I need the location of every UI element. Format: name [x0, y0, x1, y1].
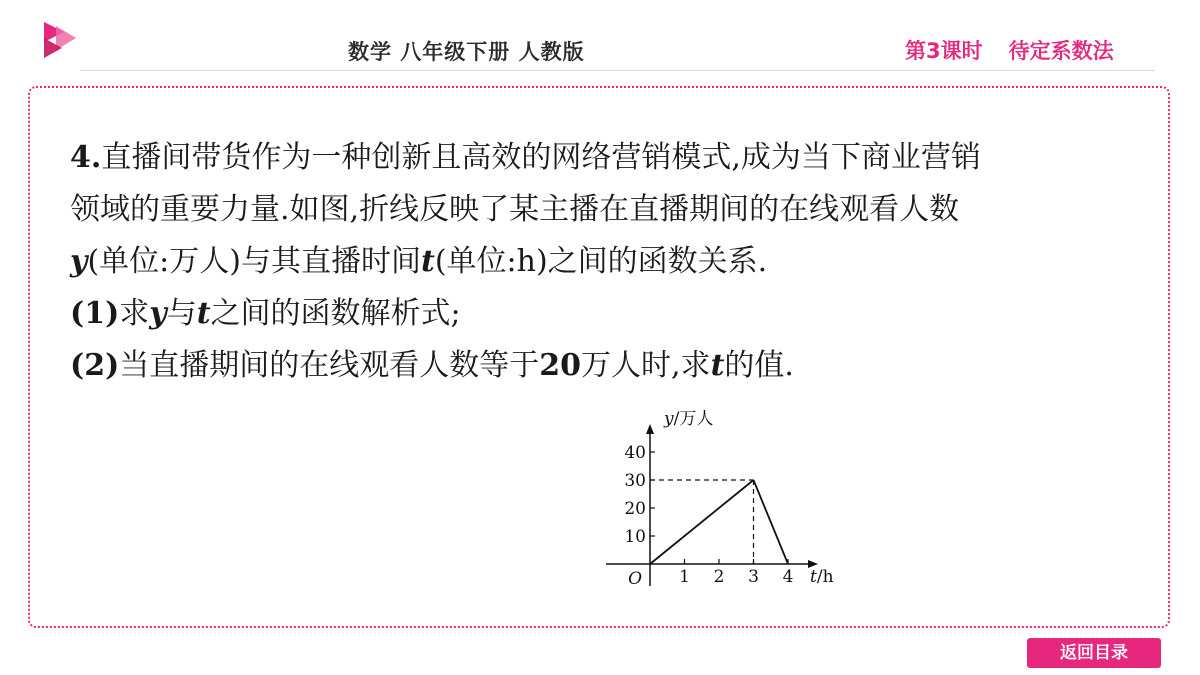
origin-label: O — [628, 569, 642, 589]
problem-text — [70, 132, 1150, 392]
x-tick-label: 1 — [679, 567, 690, 587]
y-axis-label: y/万人 — [664, 409, 714, 429]
problem-line-3: y(单位:万人)与其直播时间t(单位:h)之间的函数关系. — [70, 244, 768, 279]
question-1: (1)求y与t之间的函数解析式; — [70, 296, 461, 331]
question-2: (2)当直播期间的在线观看人数等于20万人时,求t的值. — [70, 348, 794, 383]
problem-line-1: 4.直播间带货作为一种创新且高效的网络营销模式,成为当下商业营销 — [70, 140, 981, 175]
line-segment — [650, 480, 754, 564]
problem-line-2: 领域的重要力量.如图,折线反映了某主播在直播期间的在线观看人数 — [70, 192, 960, 227]
problem-number: 4. — [70, 140, 102, 175]
line-segment — [754, 480, 789, 564]
y-axis-arrow — [646, 424, 654, 434]
play-triangle-icon — [40, 18, 84, 62]
y-tick-label: 40 — [624, 443, 646, 463]
header-divider — [80, 70, 1155, 71]
y-tick-label: 20 — [624, 499, 646, 519]
book-title: 数学 八年级下册 人教版 — [348, 40, 585, 64]
function-graph — [600, 404, 850, 594]
y-tick-label: 30 — [624, 471, 646, 491]
x-tick-label: 2 — [713, 567, 725, 587]
x-axis-label: t/h — [810, 567, 834, 587]
y-tick-label: 10 — [624, 527, 646, 547]
lesson-topic: 待定系数法 — [1008, 39, 1114, 63]
lesson-heading — [905, 35, 1114, 65]
x-tick-label: 3 — [748, 567, 759, 587]
back-to-contents-button[interactable]: 返回目录 — [1027, 638, 1161, 668]
x-tick-label: 4 — [782, 567, 794, 587]
lesson-number: 第3课时 — [905, 39, 983, 63]
